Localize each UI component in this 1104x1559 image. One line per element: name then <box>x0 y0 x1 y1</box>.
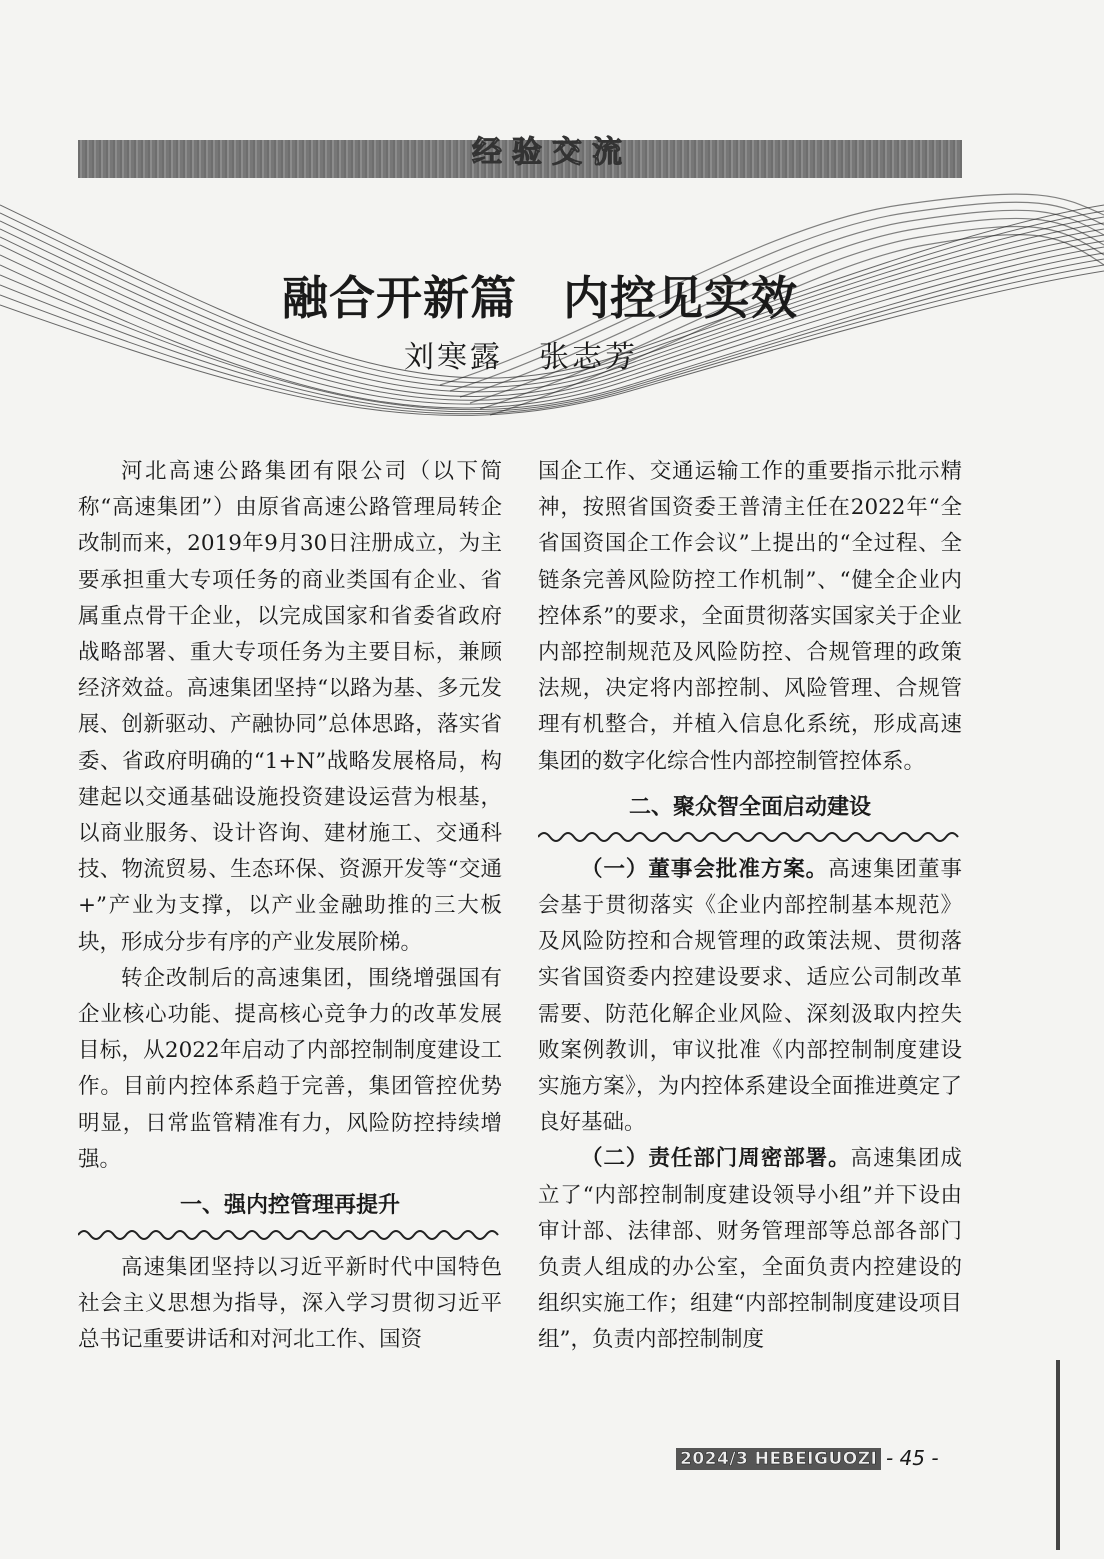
paragraph <box>538 852 962 1142</box>
paragraph: 转企改制后的高速集团，围绕增强国有企业核心功能、提高核心竞争力的改革发展目标，从2022年启动了内部控制制度建设工作。目前内控体系趋于完善，集团管控优势明显，日常监管精准有力，风险防控持续增强。 <box>78 965 502 1172</box>
paragraph-text: 高速集团董事会基于贯彻落实《企业内部控制基本规范》及风险防控和合规管理的政策法规、贯彻落实省国资委内控建设要求、适应公司制改革需要、防范化解企业风险、深刻汲取内控失败案例教训，审议批准《内部控制制度建设实施方案》，为内控体系建设全面推进奠定了良好基础。 <box>538 856 962 1136</box>
article-title-part2: 内控见实效 <box>563 271 798 325</box>
paragraph <box>538 1141 962 1358</box>
heading-ornament <box>78 1224 502 1246</box>
article-authors <box>404 332 638 376</box>
article-title-part1: 融合开新篇 <box>282 271 517 325</box>
issue-tag: 2024/3 HEBEIGUOZI <box>676 1448 881 1470</box>
section-heading: 二、聚众智全面启动建设 <box>628 794 871 820</box>
paragraph-text: 高速集团成立了“内部控制制度建设领导小组”并下设由审计部、法律部、财务管理部等总部各部门负责人组成的办公室，全面负责内控建设的组织实施工作；组建“内部控制制度建设项目组”，负责内部控制制度 <box>538 1146 962 1353</box>
subheading: （一）董事会批准方案。 <box>581 856 829 882</box>
scan-edge-mark <box>1056 1360 1060 1550</box>
right-column <box>538 454 962 1359</box>
left-column <box>78 454 502 1359</box>
section-heading: 一、强内控管理再提升 <box>179 1193 400 1219</box>
paragraph: 河北高速公路集团有限公司（以下简称“高速集团”）由原省高速公路管理局转企改制而来，2019年9月30日注册成立，为主要承担重大专项任务的商业类国有企业、省属重点骨干企业，以完成国家和省委省政府战略部署、重大专项任务为主要目标，兼顾经济效益。高速集团坚持“以路为基、多元发展、创新驱动、产融协同”总体思路，落实省委、省政府明确的“1+N”战略发展格局，构建起以交通基础设施投资建设运营为根基，以商业服务、设计咨询、建材施工、交通科技、物流贸易、生态环保、资源开发等“交通+”产业为支撑，以产业金融助推的三大板块，形成分步有序的产业发展阶梯。 <box>78 459 502 955</box>
article-title <box>282 262 798 328</box>
author-2: 张志芳 <box>539 340 638 375</box>
paragraph: 国企工作、交通运输工作的重要指示批示精神，按照省国资委王普清主任在2022年“全省国资国企工作会议”上提出的“全过程、全链条完善风险防控工作机制”、“健全企业内控体系”的要求，全面贯彻落实国家关于企业内部控制规范及风险防控、合规管理的政策法规，决定将内部控制、风险管理、合规管理有机整合，并植入信息化系统，形成高速集团的数字化综合性内部控制管控体系。 <box>538 459 962 774</box>
page-number: - 45 - <box>886 1446 939 1470</box>
heading-ornament <box>538 826 962 848</box>
author-1: 刘寒露 <box>404 340 503 375</box>
paragraph: 高速集团坚持以习近平新时代中国特色社会主义思想为指导，深入学习贯彻习近平总书记重要讲话和对河北工作、国资 <box>78 1255 502 1353</box>
subheading: （二）责任部门周密部署。 <box>581 1146 851 1172</box>
section-title: 经验交流 <box>472 135 632 170</box>
